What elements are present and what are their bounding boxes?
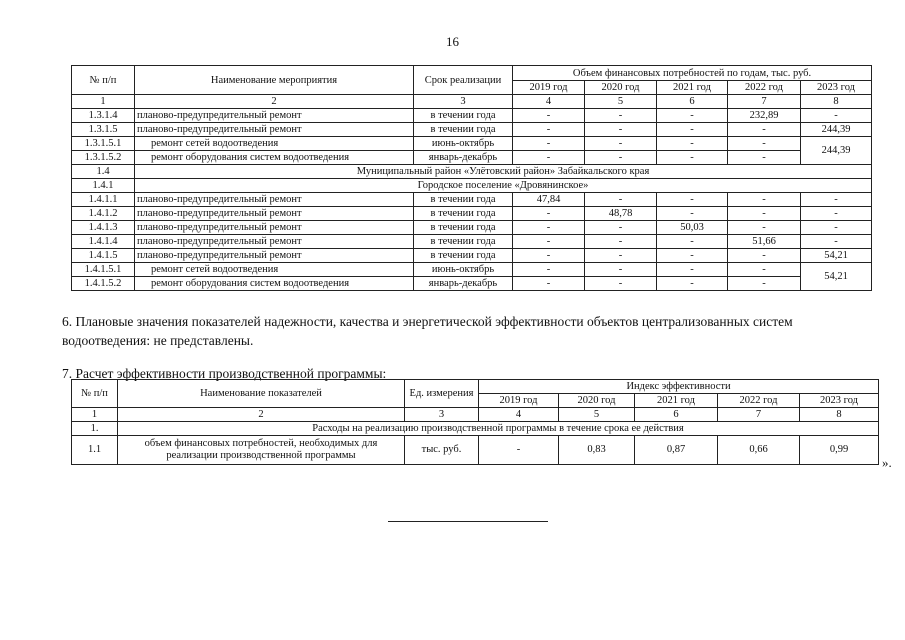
row-term: в течении года xyxy=(414,207,513,221)
row-value: - xyxy=(585,263,657,277)
section-6-text: 6. Плановые значения показателей надежности, качества и энергетической эффективности объектов централизованных систем водоотведения: не представлены. xyxy=(62,314,793,348)
table-row xyxy=(72,137,872,151)
row-term: в течении года xyxy=(414,221,513,235)
index-cell: 4 xyxy=(513,95,585,109)
row-value: - xyxy=(513,207,585,221)
row-value: - xyxy=(513,109,585,123)
header-name: Наименование мероприятия xyxy=(135,66,414,95)
row-name: планово-предупредительный ремонт xyxy=(135,221,414,235)
row-num: 1.3.1.4 xyxy=(72,109,135,123)
header-year: 2019 год xyxy=(513,81,585,95)
table-row xyxy=(72,221,872,235)
index-cell: 5 xyxy=(585,95,657,109)
row-num: 1.4.1.1 xyxy=(72,193,135,207)
row-value: - xyxy=(479,436,559,465)
row-value: - xyxy=(801,235,872,249)
row-term: июнь-октябрь xyxy=(414,263,513,277)
row-value: - xyxy=(513,137,585,151)
index-cell: 8 xyxy=(800,408,879,422)
row-value: - xyxy=(585,235,657,249)
row-term: январь-декабрь xyxy=(414,277,513,291)
row-value: - xyxy=(801,109,872,123)
header-index-group: Индекс эффективности xyxy=(479,380,879,394)
row-value: - xyxy=(728,207,801,221)
row-name: планово-предупредительный ремонт xyxy=(135,249,414,263)
section-title: Городское поселение «Дровянинское» xyxy=(135,179,872,193)
index-cell: 3 xyxy=(405,408,479,422)
table-row xyxy=(72,436,879,465)
header-year: 2022 год xyxy=(728,81,801,95)
row-value: 232,89 xyxy=(728,109,801,123)
index-cell: 7 xyxy=(728,95,801,109)
header-year: 2022 год xyxy=(718,394,800,408)
row-value: 0,83 xyxy=(559,436,635,465)
table-row xyxy=(72,277,872,291)
row-name: ремонт сетей водоотведения xyxy=(135,137,414,151)
row-value: 51,66 xyxy=(728,235,801,249)
index-cell: 2 xyxy=(118,408,405,422)
row-value: 48,78 xyxy=(585,207,657,221)
row-value: - xyxy=(513,263,585,277)
efficiency-table xyxy=(71,379,879,465)
row-value: - xyxy=(585,109,657,123)
row-value: - xyxy=(728,263,801,277)
index-cell: 1 xyxy=(72,95,135,109)
row-num: 1.4.1.5.1 xyxy=(72,263,135,277)
index-cell: 1 xyxy=(72,408,118,422)
table-row xyxy=(72,193,872,207)
index-cell: 6 xyxy=(657,95,728,109)
index-cell: 7 xyxy=(718,408,800,422)
row-num: 1.3.1.5.1 xyxy=(72,137,135,151)
row-value: - xyxy=(585,193,657,207)
row-value: - xyxy=(728,277,801,291)
row-num: 1.1 xyxy=(72,436,118,465)
closing-quote-mark: ». xyxy=(882,455,892,470)
row-value: - xyxy=(728,249,801,263)
row-num: 1.4.1.2 xyxy=(72,207,135,221)
merged-value-2023: 244,39 xyxy=(801,137,872,165)
row-value: - xyxy=(585,123,657,137)
row-value: - xyxy=(585,249,657,263)
row-value: - xyxy=(728,123,801,137)
row-num: 1.4 xyxy=(72,165,135,179)
header-num: № п/п xyxy=(72,66,135,95)
row-value: 0,87 xyxy=(635,436,718,465)
row-value: - xyxy=(657,235,728,249)
row-value: - xyxy=(585,137,657,151)
header-finance-group: Объем финансовых потребностей по годам, тыс. руб. xyxy=(513,66,872,81)
header-num: № п/п xyxy=(72,380,118,408)
row-value: 47,84 xyxy=(513,193,585,207)
row-value: - xyxy=(513,249,585,263)
header-year: 2019 год xyxy=(479,394,559,408)
row-value: - xyxy=(657,263,728,277)
header-year: 2021 год xyxy=(635,394,718,408)
index-cell: 4 xyxy=(479,408,559,422)
row-value: - xyxy=(728,151,801,165)
column-index-row xyxy=(72,95,872,109)
row-value: 244,39 xyxy=(801,123,872,137)
row-name: планово-предупредительный ремонт xyxy=(135,109,414,123)
index-cell: 5 xyxy=(559,408,635,422)
row-name: ремонт оборудования систем водоотведения xyxy=(135,151,414,165)
row-num: 1.4.1.4 xyxy=(72,235,135,249)
header-year: 2020 год xyxy=(559,394,635,408)
row-term: январь-декабрь xyxy=(414,151,513,165)
table-row xyxy=(72,109,872,123)
header-year: 2021 год xyxy=(657,81,728,95)
table-section-row xyxy=(72,179,872,193)
section-7-title: 7. Расчет эффективности производственной программы: xyxy=(62,366,387,381)
row-term: июнь-октябрь xyxy=(414,137,513,151)
row-value: - xyxy=(657,193,728,207)
finance-needs-table xyxy=(71,65,872,291)
index-cell: 6 xyxy=(635,408,718,422)
section-title: Расходы на реализацию производственной программы в течение срока ее действия xyxy=(118,422,879,436)
table-row xyxy=(72,263,872,277)
row-value: - xyxy=(513,221,585,235)
row-num: 1.4.1 xyxy=(72,179,135,193)
header-year: 2020 год xyxy=(585,81,657,95)
row-num: 1.3.1.5.2 xyxy=(72,151,135,165)
row-value: - xyxy=(657,249,728,263)
row-value: - xyxy=(585,151,657,165)
row-value: - xyxy=(657,109,728,123)
merged-value-2023: 54,21 xyxy=(801,263,872,291)
row-term: в течении года xyxy=(414,123,513,137)
index-cell: 2 xyxy=(135,95,414,109)
row-term: в течении года xyxy=(414,193,513,207)
row-value: - xyxy=(801,221,872,235)
row-term: в течении года xyxy=(414,109,513,123)
footer-divider xyxy=(388,521,548,522)
row-name: планово-предупредительный ремонт xyxy=(135,235,414,249)
row-value: - xyxy=(728,137,801,151)
table-section-row xyxy=(72,165,872,179)
header-unit: Ед. измерения xyxy=(405,380,479,408)
row-name: объем финансовых потребностей, необходимых для реализации производственной программы xyxy=(118,436,405,465)
row-value: - xyxy=(657,151,728,165)
row-name: планово-предупредительный ремонт xyxy=(135,207,414,221)
row-value: - xyxy=(801,193,872,207)
row-num: 1.4.1.5 xyxy=(72,249,135,263)
row-value: - xyxy=(728,221,801,235)
row-num: 1.4.1.5.2 xyxy=(72,277,135,291)
row-name: ремонт сетей водоотведения xyxy=(135,263,414,277)
row-value: - xyxy=(585,221,657,235)
column-index-row xyxy=(72,408,879,422)
row-value: 50,03 xyxy=(657,221,728,235)
table-row xyxy=(72,249,872,263)
row-num: 1. xyxy=(72,422,118,436)
table-row xyxy=(72,235,872,249)
row-value: - xyxy=(585,277,657,291)
row-name: планово-предупредительный ремонт xyxy=(135,123,414,137)
row-value: 54,21 xyxy=(801,249,872,263)
table-row xyxy=(72,123,872,137)
index-cell: 8 xyxy=(801,95,872,109)
row-value: - xyxy=(657,207,728,221)
row-value: - xyxy=(801,207,872,221)
table-row xyxy=(72,151,872,165)
row-num: 1.4.1.3 xyxy=(72,221,135,235)
row-value: 0,99 xyxy=(800,436,879,465)
table-row xyxy=(72,207,872,221)
section-title: Муниципальный район «Улётовский район» Забайкальского края xyxy=(135,165,872,179)
header-year: 2023 год xyxy=(800,394,879,408)
row-value: - xyxy=(513,123,585,137)
row-value: - xyxy=(513,277,585,291)
row-value: - xyxy=(657,123,728,137)
table-section-row xyxy=(72,422,879,436)
row-value: - xyxy=(657,137,728,151)
header-year: 2023 год xyxy=(801,81,872,95)
row-num: 1.3.1.5 xyxy=(72,123,135,137)
row-name: планово-предупредительный ремонт xyxy=(135,193,414,207)
row-term: в течении года xyxy=(414,249,513,263)
row-value: - xyxy=(728,193,801,207)
row-value: - xyxy=(657,277,728,291)
header-term: Срок реализации xyxy=(414,66,513,95)
row-value: 0,66 xyxy=(718,436,800,465)
page-number: 16 xyxy=(446,34,459,49)
index-cell: 3 xyxy=(414,95,513,109)
header-name: Наименование показателей xyxy=(118,380,405,408)
row-name: ремонт оборудования систем водоотведения xyxy=(135,277,414,291)
row-unit: тыс. руб. xyxy=(405,436,479,465)
row-value: - xyxy=(513,235,585,249)
row-term: в течении года xyxy=(414,235,513,249)
row-value: - xyxy=(513,151,585,165)
